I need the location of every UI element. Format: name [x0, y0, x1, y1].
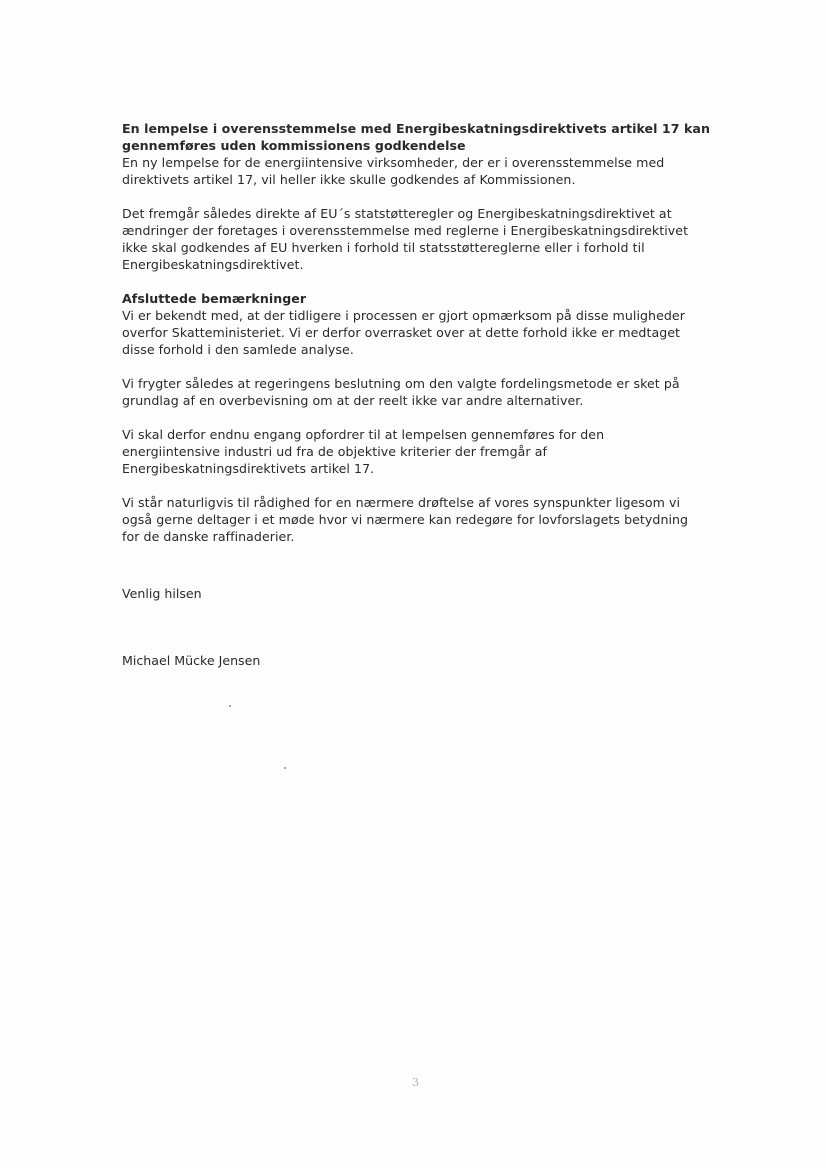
- section-closing-remarks: [122, 290, 772, 545]
- closing-greeting: Venlig hilsen: [122, 586, 202, 601]
- paragraph: [122, 494, 772, 545]
- scan-speck: [229, 705, 231, 707]
- text-line: Vi skal derfor endnu engang opfordrer til at lempelsen gennemføres for den: [122, 427, 605, 442]
- text-line: energiintensive industri ud fra de objektive kriterier der fremgår af: [122, 444, 547, 459]
- paragraph: [122, 426, 772, 477]
- text-line: også gerne deltager i et møde hvor vi nærmere kan redegøre for lovforslagets betydning: [122, 512, 689, 527]
- text-line: Vi står naturligvis til rådighed for en nærmere drøftelse af vores synspunkter ligesom vi: [122, 495, 681, 510]
- paragraph: [122, 307, 772, 358]
- text-line: direktivets artikel 17, vil heller ikke skulle godkendes af Kommissionen.: [122, 172, 576, 187]
- section-heading: [122, 120, 772, 154]
- heading-line: Afsluttede bemærkninger: [122, 291, 307, 306]
- text-line: En ny lempelse for de energiintensive virksomheder, der er i overensstemmelse med: [122, 155, 665, 170]
- paragraph: [122, 375, 772, 409]
- text-line: ikke skal godkendes af EU hverken i forhold til statsstøttereglerne eller i forhold til: [122, 240, 645, 255]
- text-line: Det fremgår således direkte af EU´s statstøtteregler og Energibeskatningsdirektivet at: [122, 206, 672, 221]
- page-number: 3: [412, 1076, 419, 1089]
- section-eu-approval: [122, 120, 772, 273]
- text-line: Energibeskatningsdirektivets artikel 17.: [122, 461, 375, 476]
- text-line: disse forhold i den samlede analyse.: [122, 342, 354, 357]
- paragraph: [122, 154, 772, 188]
- text-line: Vi frygter således at regeringens beslutning om den valgte fordelingsmetode er sket på: [122, 376, 680, 391]
- text-line: Energibeskatningsdirektivet.: [122, 257, 304, 272]
- text-line: for de danske raffinaderier.: [122, 529, 295, 544]
- heading-line: gennemføres uden kommissionens godkendelse: [122, 138, 466, 153]
- signature-name: Michael Mücke Jensen: [122, 653, 261, 668]
- text-line: Vi er bekendt med, at der tidligere i processen er gjort opmærksom på disse muligheder: [122, 308, 685, 323]
- section-heading: [122, 290, 772, 307]
- paragraph: [122, 205, 772, 273]
- text-line: grundlag af en overbevisning om at der reelt ikke var andre alternativer.: [122, 393, 584, 408]
- text-line: overfor Skatteministeriet. Vi er derfor overrasket over at dette forhold ikke er medtaget: [122, 325, 681, 340]
- heading-line: En lempelse i overensstemmelse med Energibeskatningsdirektivets artikel 17 kan: [122, 121, 710, 136]
- scan-speck: [284, 767, 286, 769]
- letter-body: [122, 120, 772, 545]
- text-line: ændringer der foretages i overensstemmelse med reglerne i Energibeskatningsdirektivet: [122, 223, 689, 238]
